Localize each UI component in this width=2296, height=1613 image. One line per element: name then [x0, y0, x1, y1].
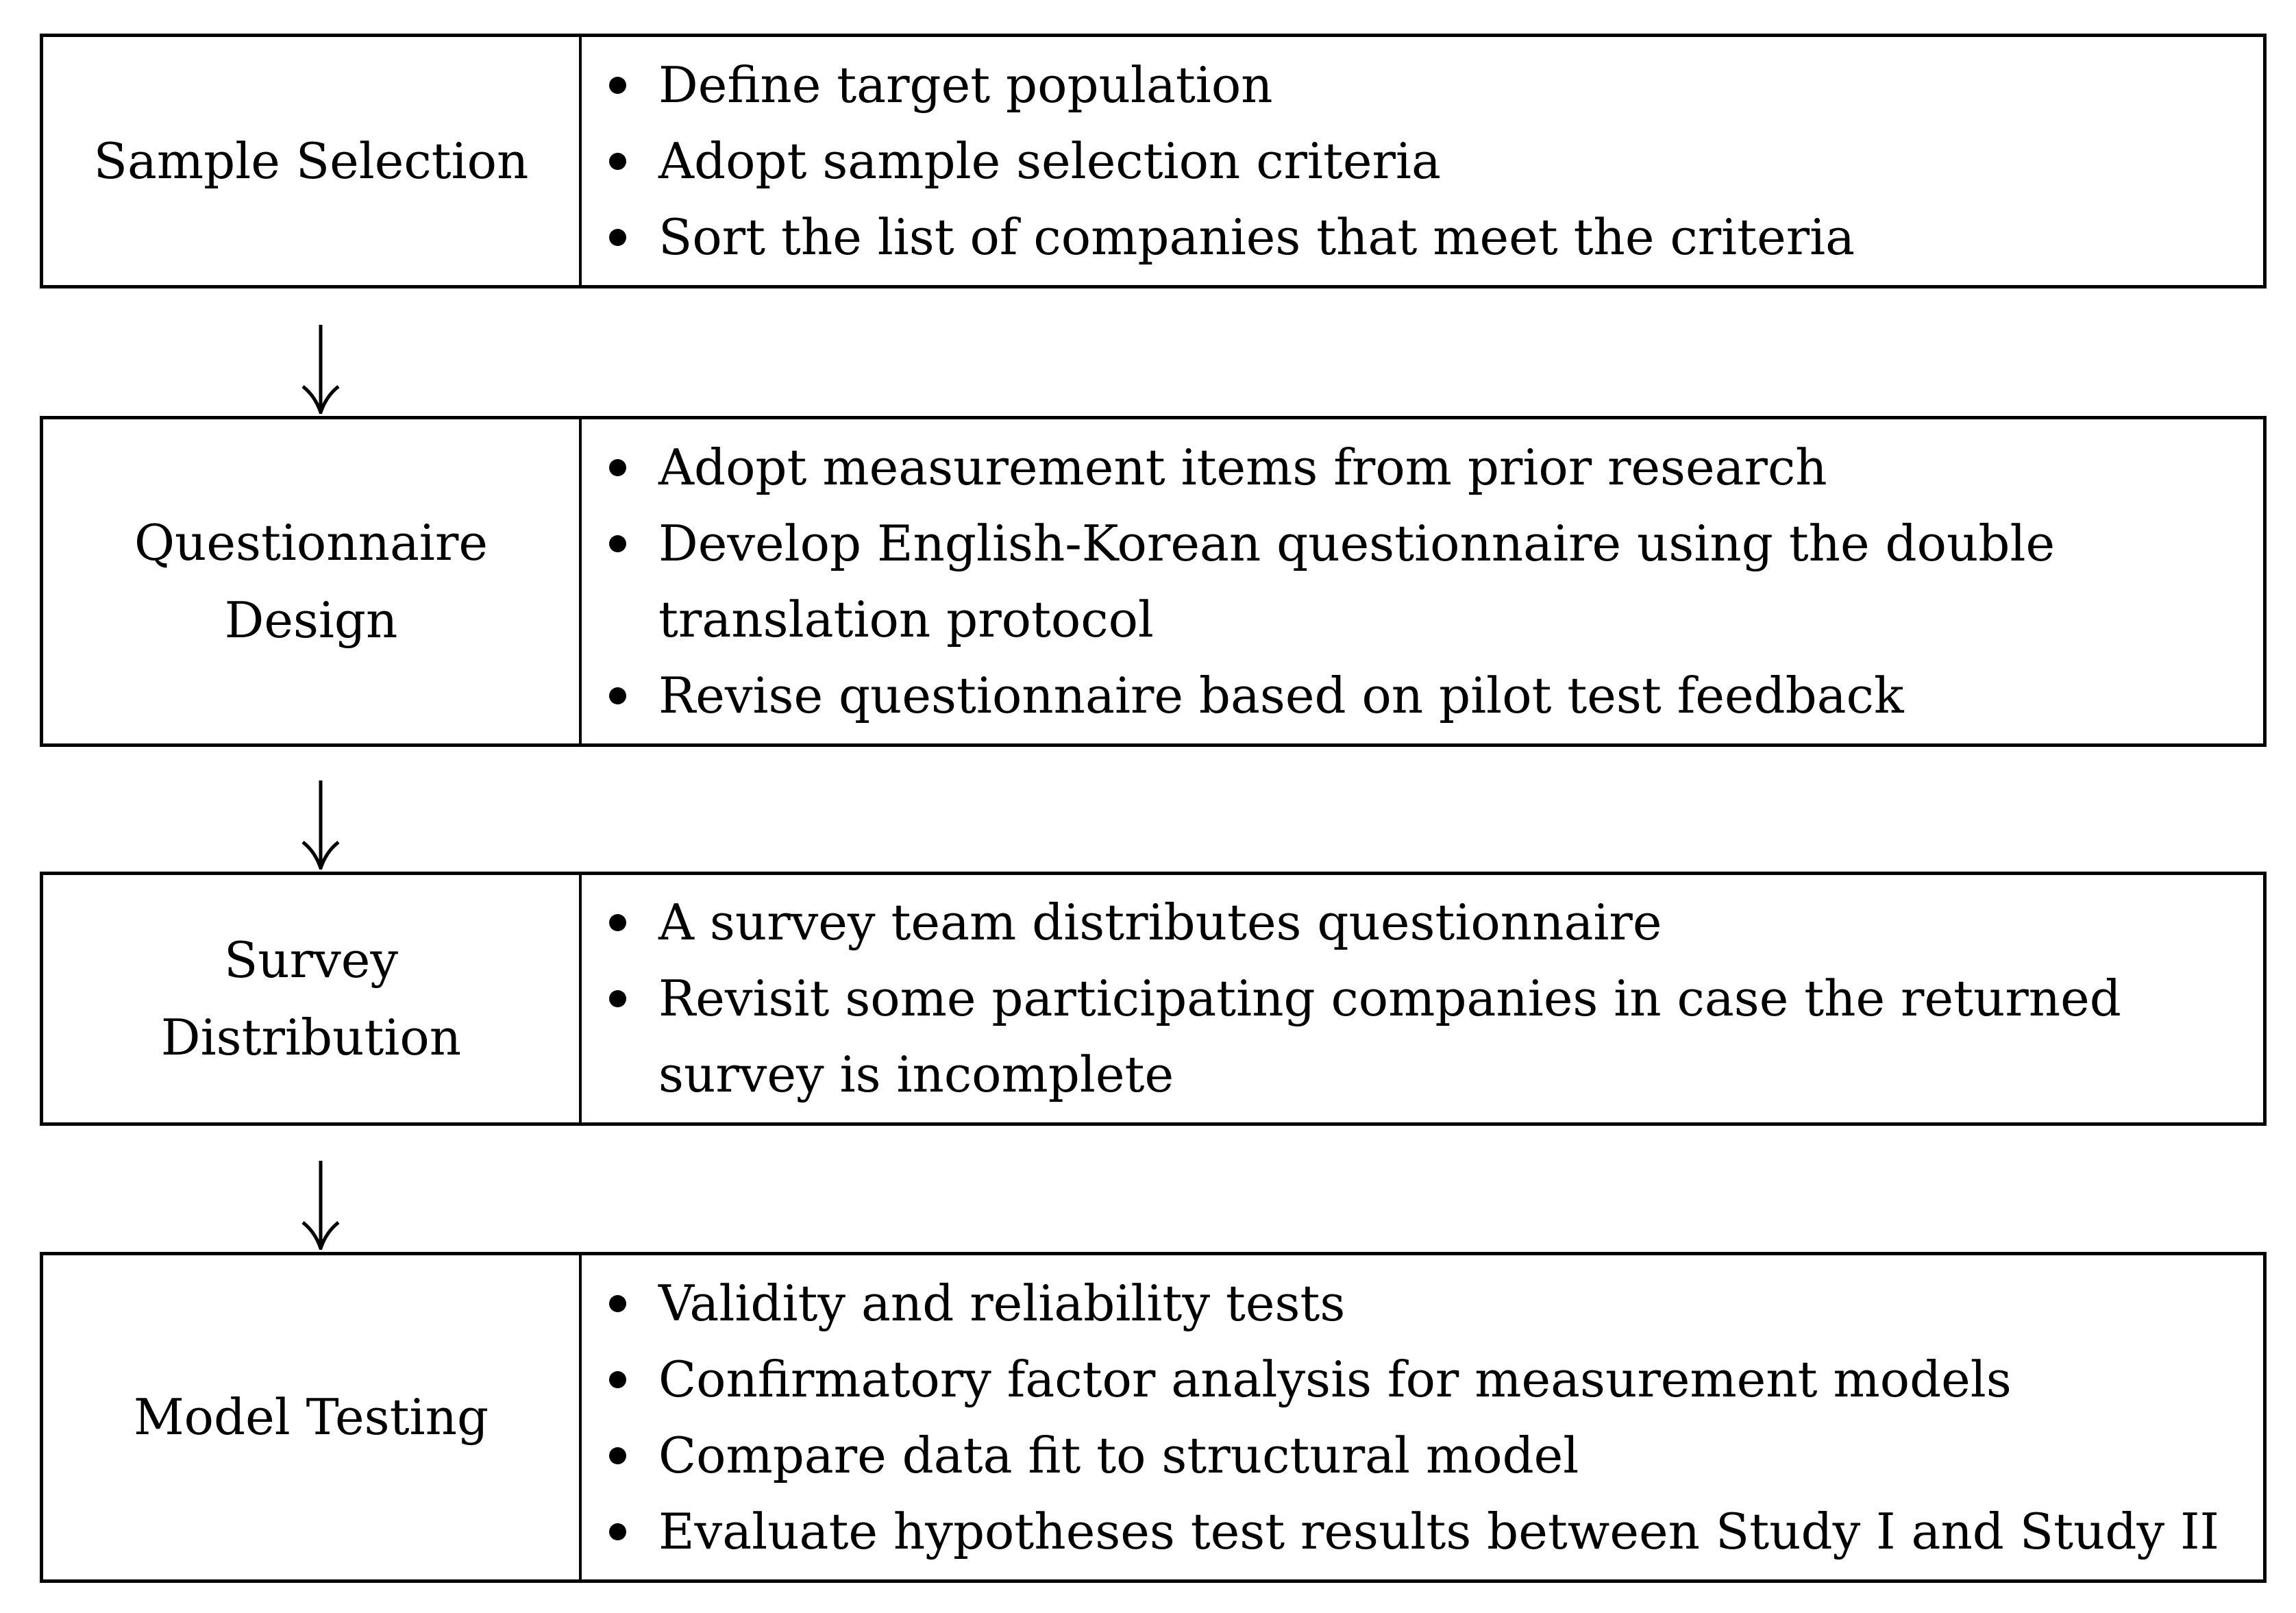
- bullet-item: Develop English-Korean questionnaire using the double translation protocol: [609, 506, 2243, 658]
- step-label: Questionnaire Design: [43, 419, 582, 743]
- step-bullet-list: [582, 419, 2263, 743]
- bullet-item: Validity and reliability tests: [609, 1266, 2243, 1342]
- step-bullet-list: [582, 1255, 2263, 1579]
- step-bullet-list: [582, 875, 2263, 1122]
- bullet-item: Sort the list of companies that meet the criteria: [609, 199, 2243, 275]
- step-survey-distribution: [40, 872, 2267, 1126]
- step-sample-selection: [40, 34, 2267, 288]
- step-model-testing: [40, 1252, 2267, 1583]
- bullet-item: Revisit some participating companies in case the returned survey is incomplete: [609, 961, 2243, 1113]
- bullet-item: Evaluate hypotheses test results between Study I and Study II: [609, 1494, 2243, 1570]
- step-bullet-list: [582, 37, 2263, 285]
- step-label: Survey Distribution: [43, 875, 582, 1122]
- step-label: Model Testing: [43, 1255, 582, 1579]
- bullet-item: Confirmatory factor analysis for measurement models: [609, 1342, 2243, 1418]
- bullet-item: Define target population: [609, 47, 2243, 123]
- bullet-item: Compare data fit to structural model: [609, 1418, 2243, 1494]
- down-arrow-icon: [293, 780, 321, 870]
- bullet-item: Revise questionnaire based on pilot test feedback: [609, 658, 2243, 734]
- step-questionnaire-design: [40, 416, 2267, 747]
- bullet-item: Adopt measurement items from prior research: [609, 430, 2243, 506]
- step-label: Sample Selection: [43, 37, 582, 285]
- down-arrow-icon: [293, 325, 321, 414]
- bullet-item: A survey team distributes questionnaire: [609, 885, 2243, 961]
- bullet-item: Adopt sample selection criteria: [609, 123, 2243, 199]
- down-arrow-icon: [293, 1161, 321, 1250]
